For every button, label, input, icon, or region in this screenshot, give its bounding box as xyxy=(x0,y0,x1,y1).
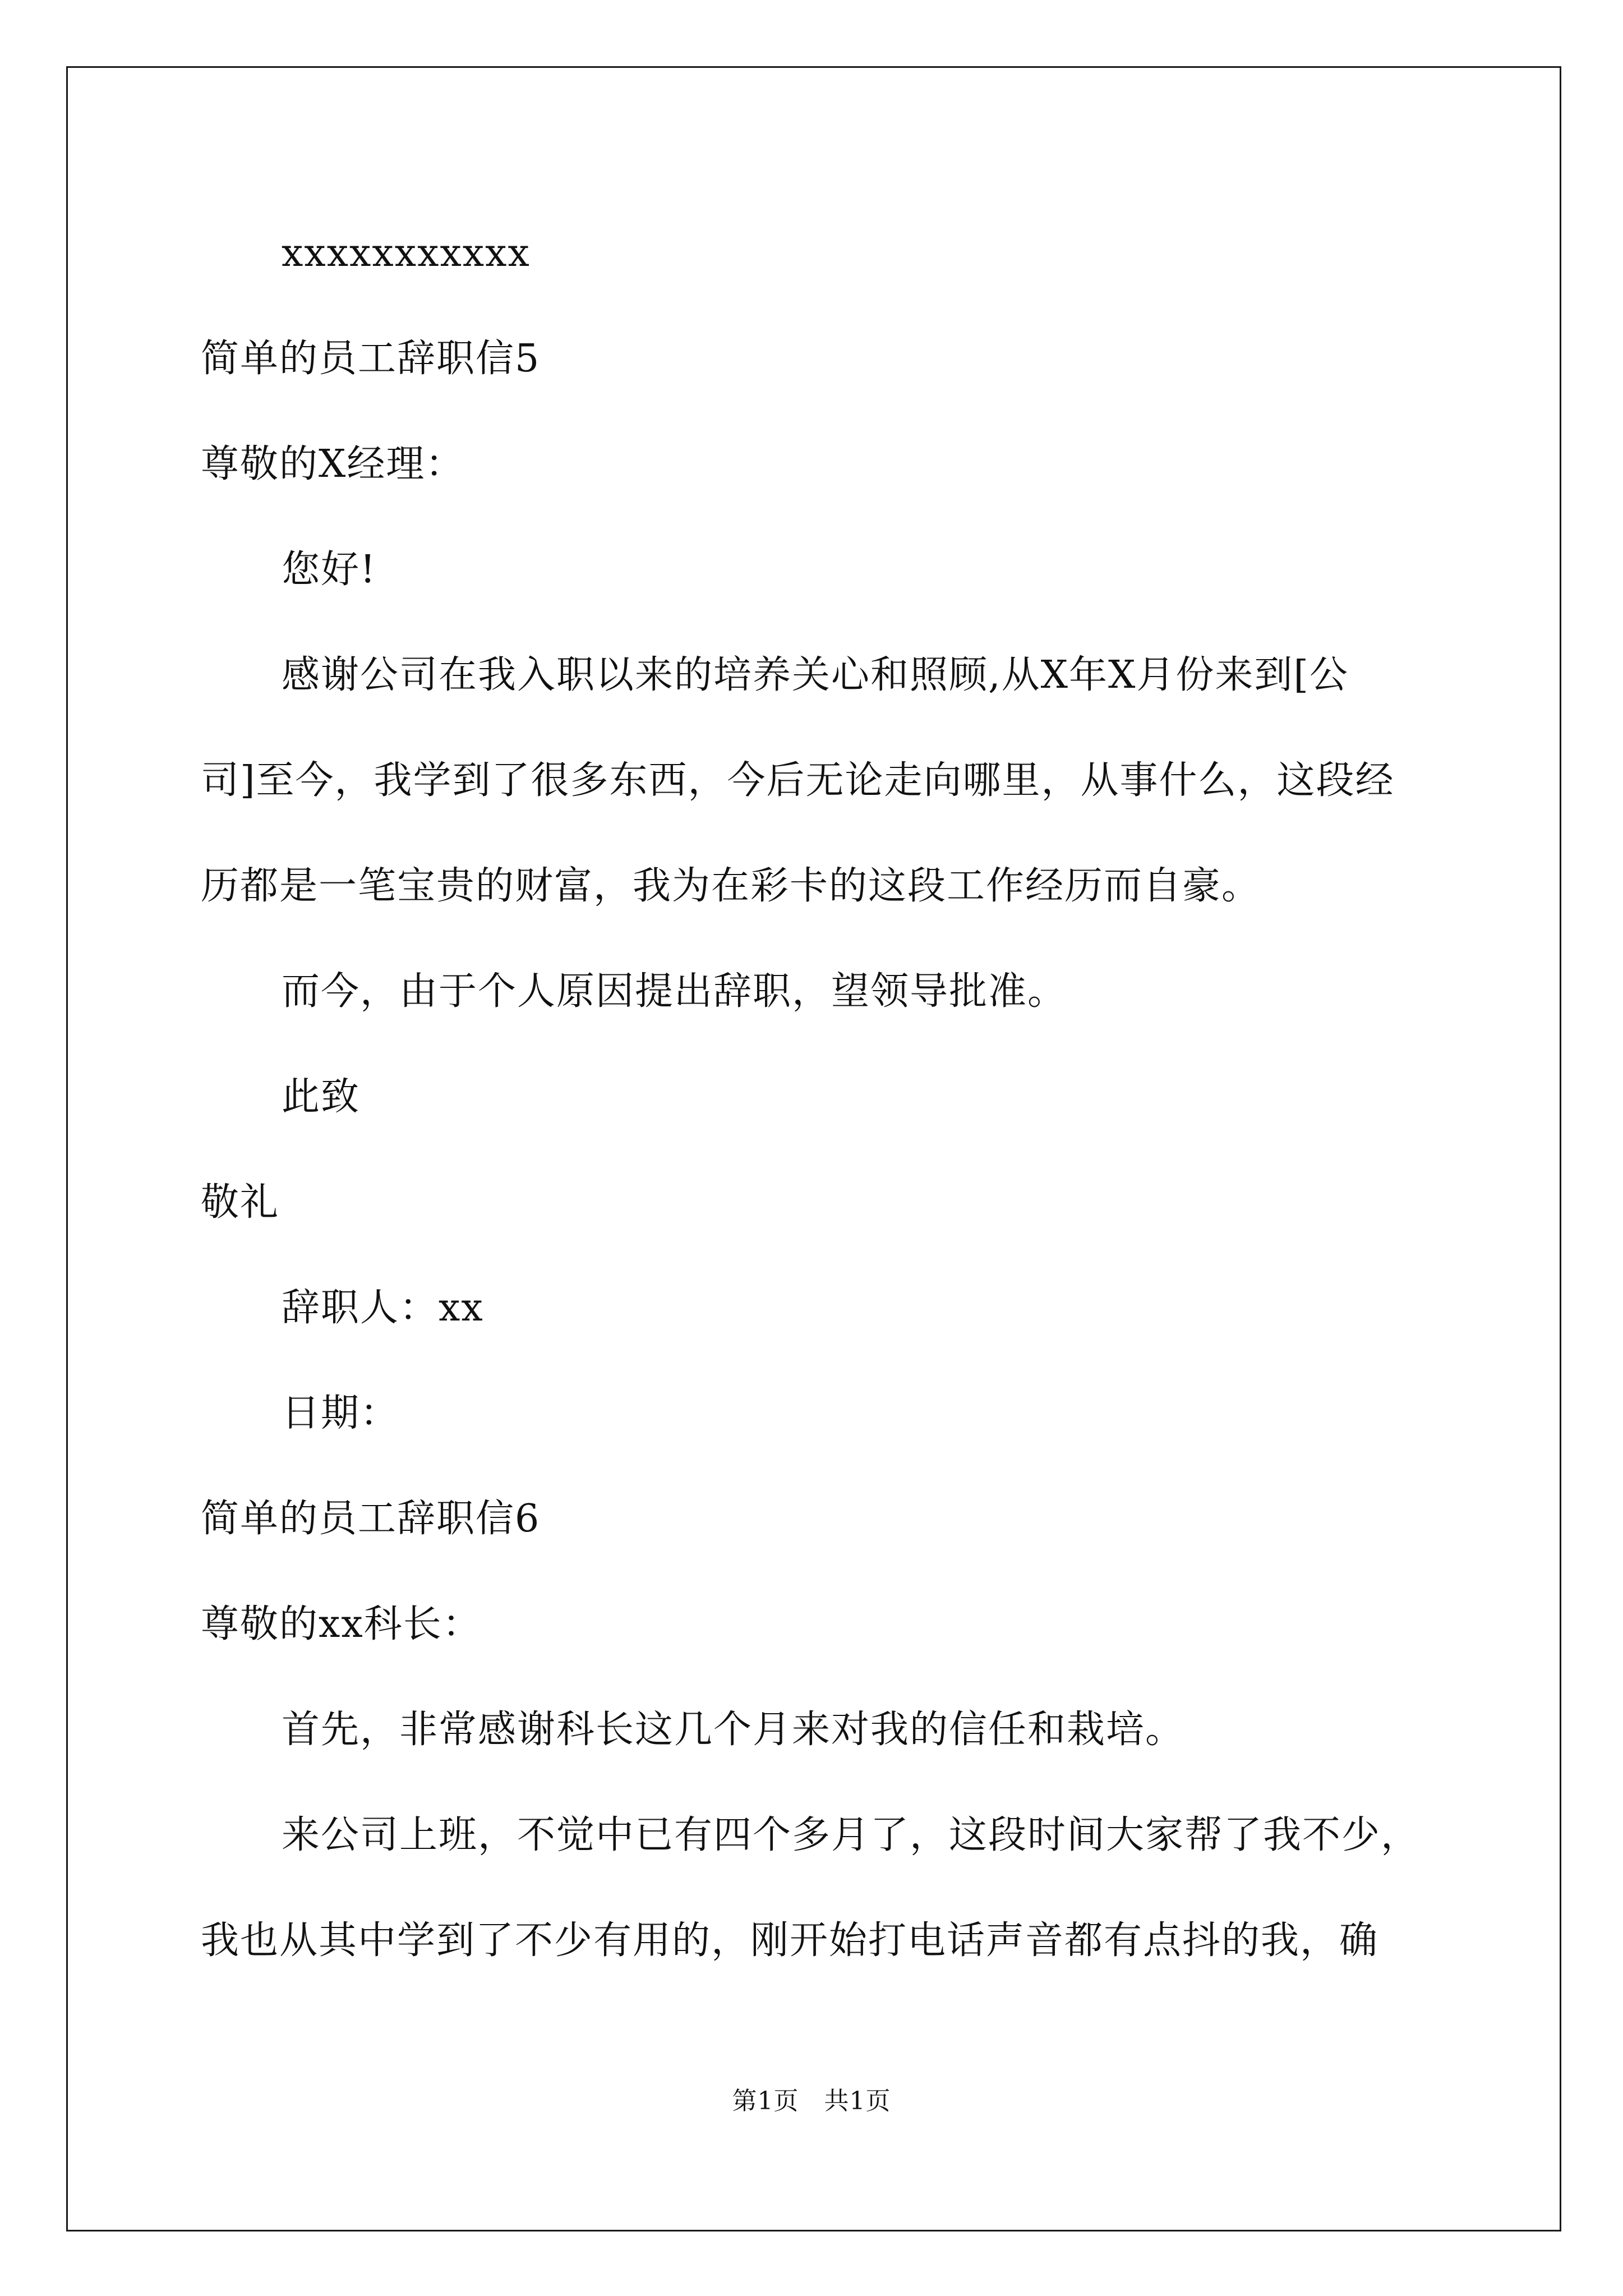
text-line: xxxxxxxxxxx xyxy=(282,231,531,275)
date-line: 日期： xyxy=(282,1391,400,1435)
section-title: 简单的员工辞职信5 xyxy=(201,337,541,381)
greeting: 您好! xyxy=(282,547,377,592)
paragraph-line: 来公司上班，不觉中已有四个多月了，这段时间大家帮了我不少， xyxy=(282,1813,1421,1857)
paragraph-line: 感谢公司在我入职以来的培养关心和照顾,从X年X月份来到[公 xyxy=(282,653,1349,697)
salutation: 尊敬的X经理： xyxy=(201,442,465,486)
page-border xyxy=(66,66,1561,2231)
paragraph-line: 而今，由于个人原因提出辞职，望领导批准。 xyxy=(282,969,1067,1014)
closing: 此致 xyxy=(282,1075,361,1119)
section-title: 简单的员工辞职信6 xyxy=(201,1497,541,1541)
paragraph-line: 首先，非常感谢科长这几个月来对我的信任和栽培。 xyxy=(282,1708,1185,1752)
paragraph-line: 司]至今，我学到了很多东西，今后无论走向哪里，从事什么，这段经 xyxy=(201,758,1395,803)
paragraph-line: 我也从其中学到了不少有用的，刚开始打电话声音都有点抖的我，确 xyxy=(201,1918,1379,1963)
paragraph-line: 历都是一笔宝贵的财富，我为在彩卡的这段工作经历而自豪。 xyxy=(201,864,1261,908)
closing-regards: 敬礼 xyxy=(201,1180,280,1225)
signature-line: 辞职人：xx xyxy=(282,1286,484,1330)
page-footer: 第1页 共1页 xyxy=(732,2087,891,2115)
salutation: 尊敬的xx科长： xyxy=(201,1602,482,1646)
